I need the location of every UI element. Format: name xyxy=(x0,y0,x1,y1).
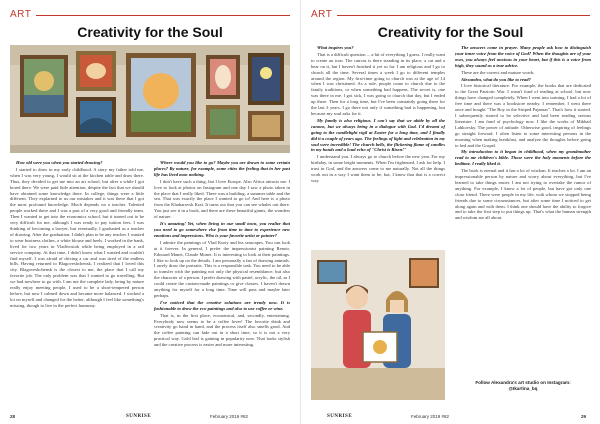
interview-question: How old were you when you started drawing? xyxy=(16,160,103,165)
section-rule xyxy=(36,15,290,16)
article-title: Creativity for the Soul xyxy=(377,24,524,40)
paragraph: The book is eternal and it has a lot of wisdom. It teaches a lot. I am an impressionable person by nature and worry about everything, but I've learned to take things easier. I am not trying to overtake the rumor of anything. For example, I know a lot of people, but have got only one close friend. There were people in my life, with whom we stopped being friends due to some circumstances, but after some time I noticed to get along again and with them. I think one should have the ability to forgive and to take the first step to put things up. That's what the human strength and wisdom are all about. xyxy=(455,168,591,221)
issue-date: February 2019 #82 xyxy=(411,414,450,419)
interview-question: My family is also religious. I can't say that we abide by all the canons, but we always bring in a dialogue with God. I'd dreamt of going to the candlelight vigil at Easter for a long time, and I finally did it a couple of years ago. The feelings of light and celebration in my soul were incredible! The church bells, the flickering flame of candles in my hands and a loud echo of "Christ is Risen!" xyxy=(311,117,445,153)
paragraph: I don't have such a thing, but I love Europe. Also Africa attracts me. I love to look at photos on Instagram and one day I saw a photo taken in the place that I really liked. There was a building, a summer table and the sea. That was exactly the place I wanted to go to! And here is a photo from the Khabarovsk Krai. It turns out that you can see whales out there. You just see it in a book, and there are these beautiful giants, the wonders of nature. xyxy=(154,178,290,220)
page-number: 28 xyxy=(10,414,16,419)
article-column-2 xyxy=(154,160,290,405)
paintings-photo-illustration xyxy=(10,45,290,153)
section-rule xyxy=(337,15,590,16)
issue-date: February 2019 #82 xyxy=(210,414,249,419)
paintings-photo xyxy=(10,45,290,153)
instagram-caption xyxy=(455,380,591,391)
interview-question: It's amazing! Yet, when living in our small town, you realize that you need to go somewhere else from time to time to experience new emotions and impressions. Who is your favorite artist or painter? xyxy=(154,221,290,238)
interview-question: I've noticed that the creative solutions are trendy now. It is fashionable to draw the eco-paintings and also to use coffee or wine. xyxy=(154,299,290,311)
article-title: Creativity for the Soul xyxy=(77,24,223,40)
right-page xyxy=(300,0,600,424)
interview-question: My introduction to it began in childhood, when my grandmother read to me children's bible. Those were the holy moments before the bedtime. I really liked it. xyxy=(455,149,591,167)
magazine-brand: SUNRISE xyxy=(126,414,152,419)
paragraph: That is a difficult question ... a bit of everything I guess. I really want to create an icon. The canvas is there standing in its place, a cat and a bear on it, but I haven't finished it yet so far. I am religious and I go to church all the time. Several times a week I go to different temples around the region. My first-time going to church was at the age of 14 when I was christened. As a rule, people come to church due to the family traditions, or when something bad happens. The secret is, one was there in me. I got sick, I was going to church that day, but I ended up there. Then for a long time, but I've been constantly going there for the last 3 years. I go there not only if something bad is happening, but because my soul asks for it. xyxy=(311,51,445,116)
interview-question: Where would you like to go? Maybe you are drawn to some certain places? By nature, for example, some cities the feeling that in her past life has lived mon nothing. xyxy=(154,160,290,177)
paragraph: I love historical literature. For example, the books that are dedicated to the Great Patriotic War. I wasn't fond of reading at school, but now things have changed completely. When I went into training, I had a lot of free time and there was a bookstore nearby. I remember, I went there once and bought "The Boy in the Striped Pajamas". That's how it started. I subsequently started to be selective and had been reading serious literature. I am fond of psychology now. I like the works of Mikhail Labkovsky. The power of attitude. Otherwise good, inspiring of feelings go straight forward. I often listen to some interesting persons in the morning when making breakfast, and analyze the thoughts before going to bed and the Gospel. xyxy=(455,83,591,148)
paragraph: I started to draw in my early childhood. A story my father told me, when I was very young, I would sit at the kitchen table and draw there. Thus, they decided to get me into an art school, but after a while I got bored there. We were paid little attention, despite the fact that we should have obtained some knowledge there. In college, things were a little different. They explained to us our mistakes and it was there that I got the most profound knowledge. Much depends on a teacher. Talented people worked there and I was a part of a very good and friendly team. Then I wanted to get into the economics school, but it turned out to be very difficult for me, although I was ready to pay tuition fees. I was thinking of becoming a lawyer, but eventually, I graduated as a teacher of drawing. After the graduation, I didn't plan to be any teacher. I wanted to wear business clothes, a white blouse and heels. I worked in the bank, lived for two years in Vladivostok while being employed in a rail service company. At that time, I didn't know what I wanted and couldn't find myself. I was afraid of driving a car and was tired of the endless hills. Having returned to Blagoveshchensk, I realized that I loved this city. Blagoveshchensk is the closest to me, the place that I call my favorite job. The only problem was that I wanted to go travelling. But we had nowhere to go with. I am not the complete lady, being by nature really enjoy meeting people. I used to be a short-tempered person before, but now I calmed down and became more balanced. I worked a lot on myself and changed for the better, although I feel like something's missing, though to live in the perfect harmony. xyxy=(10,166,144,308)
magazine-brand: SUNRISE xyxy=(327,414,353,419)
artist-photo-illustration xyxy=(311,250,445,400)
paragraph: That is, in the first place, economical, and, secondly, entertaining. Everybody now seems to be a coffee lover! The favorite drink and creativity go hand in hand, and the process itself also smells good. And the coffee painting can fade out in a short time, so it is not a very practical way. Gold leaf is gaining in popularity now. That looks stylish and the creative process is easier and more interesting. xyxy=(154,312,290,348)
paragraph: These are the correct and mature words. xyxy=(461,69,535,75)
paragraph: I admire the paintings of Vlad Kuriy and his seascapes. You can look at it forever. In general, I prefer the impressionist painting Renoir, Edouard Manet, Claude Monet. It is interesting to look at their paintings. I like to look up on the details. I am personally a fan of drawing animals. I rarely draw the portraits. This is a responsible task. You need to be able to transfer with the painting not only the physical resemblance, but also the character of a person. I prefer drawing with pastel, acrylic, the oil, as I could create the custom-made paintings or give classes. I haven't drawn anything for myself for a long time. Time will pass and maybe later perhaps. xyxy=(154,239,290,298)
caption-text: Follow Alexandra's art studio on Instagram: xyxy=(475,380,571,385)
paragraph: I understand you. I always go to church before the new year. For my birthday, in some bright moments. When I'm frightened, I ask for help. I trust in God, and the answers come to me naturally. Not all the things work out in a way I want them to be, but, I know that that is a correct way. xyxy=(311,154,445,183)
section-label: ART xyxy=(311,9,333,20)
article-column-1 xyxy=(10,160,144,405)
instagram-handle[interactable]: @Ikartina_bq xyxy=(508,385,538,391)
artist-photo xyxy=(311,250,445,400)
article-column-1 xyxy=(311,45,445,245)
interview-question: The answers come in prayer. Many people ask how to distinguish your inner voice from the voice of God? When the thoughts are of your own, you always feel anxious in your heart, but if this is a voice from high, they sound as a true advice. xyxy=(455,45,591,68)
article-column-2 xyxy=(455,45,591,375)
interview-question: What inspires you? xyxy=(317,45,354,50)
page-number: 29 xyxy=(581,414,587,419)
section-label: ART xyxy=(10,9,32,20)
interview-question: Alexandra, what do you like to read? xyxy=(461,76,531,82)
